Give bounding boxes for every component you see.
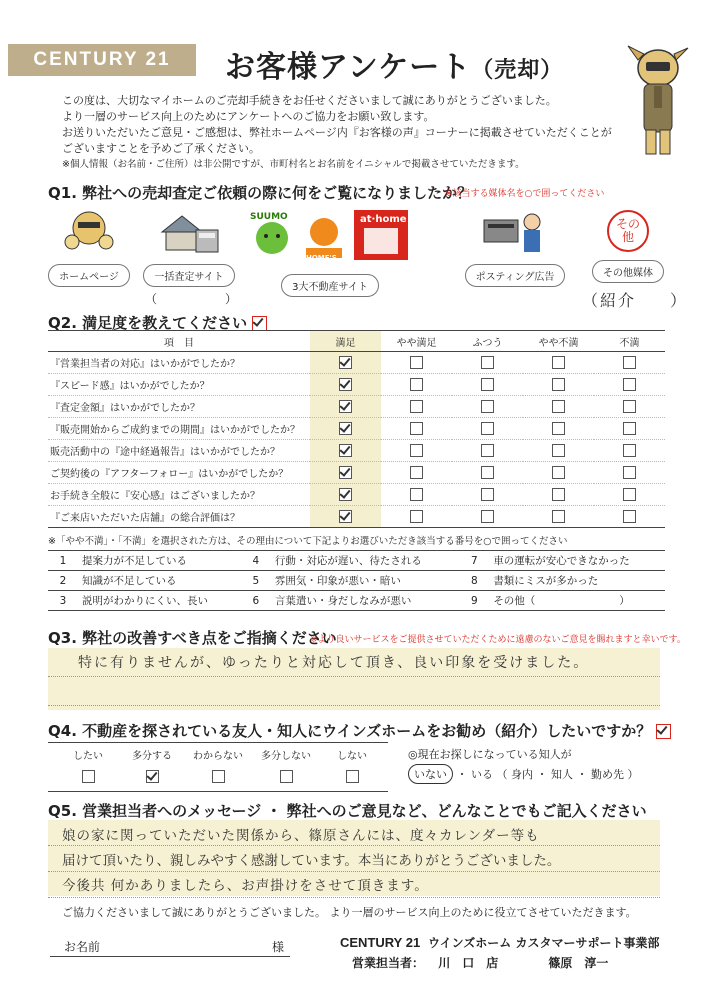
checkbox[interactable] bbox=[339, 488, 352, 501]
row-item: ご契約後の『アフターフォロー』はいかがでしたか？ bbox=[48, 462, 310, 484]
q5-answer-box[interactable] bbox=[48, 820, 660, 896]
row-item: 『営業担当者の対応』はいかがでしたか？ bbox=[48, 352, 310, 374]
table-row bbox=[48, 418, 665, 440]
row-item: お手続き全般に『安心感』はございましたか？ bbox=[48, 484, 310, 506]
checkbox[interactable] bbox=[410, 510, 423, 523]
table-row bbox=[48, 374, 665, 396]
media-real-estate-sites[interactable] bbox=[250, 206, 410, 297]
acquaintance-options: いない ・ いる （ 身内 ・ 知人 ・ 勤め先 ） bbox=[408, 764, 638, 784]
checkbox[interactable] bbox=[623, 444, 636, 457]
table-row bbox=[48, 352, 665, 374]
media-homepage[interactable] bbox=[40, 206, 138, 287]
checkbox[interactable] bbox=[623, 378, 636, 391]
checkbox[interactable] bbox=[339, 356, 352, 369]
intro-text: この度は、大切なマイホームのご売却手続きをお任せくださいまして誠にありがとうございました。 より一層のサービス向上のためにアンケートへのご協力をお願い致します。 お送りいただいたご意見・ご感想は、弊社ホームページ内『お客様の声』コーナーに掲載させていただくことが ございますことを予めご了承ください。 ※個人情報（お名前・ご住所）は非公開ですが、市町村名とお名前をイニシャルで掲載させていただきます。 bbox=[62, 94, 612, 170]
checkbox[interactable] bbox=[552, 422, 565, 435]
row-item: 『査定金額』はいかがでしたか？ bbox=[48, 396, 310, 418]
house-calculator-icon bbox=[154, 206, 224, 256]
reason-row: 2 知識が不足している 5 雰囲気・印象が悪い・暗い 8 書類にミスが多かった bbox=[48, 571, 665, 591]
q4-option[interactable]: わからない bbox=[186, 747, 250, 783]
table-row bbox=[48, 506, 665, 528]
header-somewhat-satisfied: やや満足 bbox=[381, 331, 452, 352]
table-row bbox=[48, 396, 665, 418]
q2-checkmark-icon bbox=[252, 316, 267, 331]
checkbox bbox=[82, 770, 95, 783]
checkbox bbox=[346, 770, 359, 783]
checkbox[interactable] bbox=[481, 488, 494, 501]
row-item: 販売活動中の『途中経過報告』はいかがでしたか？ bbox=[48, 440, 310, 462]
q5-title: Q5. 営業担当者へのメッセージ ・ 弊社へのご意見など、どんなことでもご記入ください bbox=[48, 802, 647, 820]
name-suffix: 様 bbox=[271, 940, 284, 954]
media-label: 3大不動産サイト bbox=[281, 274, 379, 297]
acq-yes[interactable]: いる bbox=[471, 768, 493, 781]
checkbox[interactable] bbox=[410, 422, 423, 435]
q5-answer-line: 今後共 何かありましたら、お声掛けをさせて頂きます。 bbox=[62, 878, 429, 894]
reason-table bbox=[48, 550, 665, 611]
checkbox[interactable] bbox=[481, 422, 494, 435]
checkbox[interactable] bbox=[339, 378, 352, 391]
thanks-text: ご協力くださいまして誠にありがとうございました。 より一層のサービス向上のために役立てさせていただきます。 bbox=[62, 906, 637, 919]
satisfaction-table bbox=[48, 330, 665, 528]
mailbox-icon bbox=[480, 206, 550, 256]
company-line: CENTURY 21 ウインズホーム カスタマーサポート事業部 bbox=[340, 935, 660, 950]
acq-none-circled[interactable]: いない bbox=[408, 764, 453, 784]
media-label: 一括査定サイト bbox=[143, 264, 234, 287]
media-bulk-appraisal[interactable] bbox=[140, 206, 238, 287]
row-item: 『ご来店いただいた店舗』の総合評価は？ bbox=[48, 506, 310, 528]
q5-answer-line: 届けて頂いたり、親しみやすく感謝しています。本当にありがとうございました。 bbox=[62, 853, 561, 869]
header-item: 項 目 bbox=[48, 331, 310, 352]
checkbox[interactable] bbox=[623, 466, 636, 479]
q4-checkmark-icon bbox=[656, 724, 671, 739]
q3-answer-box[interactable] bbox=[48, 648, 660, 710]
checkbox[interactable] bbox=[481, 444, 494, 457]
q4-title: Q4. 不動産を探されている友人・知人にウインズホームをお勧め（紹介）したいですか？ bbox=[48, 720, 671, 741]
logo-suumo: SUUMO bbox=[250, 212, 288, 222]
checkbox[interactable] bbox=[552, 444, 565, 457]
checkbox[interactable] bbox=[410, 400, 423, 413]
reason-row: 1 提案力が不足している 4 行動・対応が遅い、待たされる 7 車の運転が安心できなかった bbox=[48, 551, 665, 571]
checkbox[interactable] bbox=[481, 400, 494, 413]
checkbox[interactable] bbox=[481, 510, 494, 523]
checkbox[interactable] bbox=[623, 488, 636, 501]
brand-logo: CENTURY 21 bbox=[8, 44, 196, 76]
name-label: お名前 bbox=[64, 940, 101, 954]
checkbox[interactable] bbox=[552, 356, 565, 369]
name-field[interactable] bbox=[50, 938, 290, 957]
checkbox[interactable] bbox=[623, 356, 636, 369]
checkbox[interactable] bbox=[552, 488, 565, 501]
table-row bbox=[48, 484, 665, 506]
acquaintance-label: ◎現在お探しになっている知人が bbox=[408, 748, 572, 761]
table-header bbox=[48, 331, 665, 352]
logo-homes: HOME'S bbox=[306, 254, 337, 262]
reason-note: ※「やや不満」・「不満」を選択された方は、その理由について下記よりお選びいただき該当する番号を○で囲ってください bbox=[48, 536, 568, 547]
media-label: ホームページ bbox=[48, 264, 130, 287]
checkbox[interactable] bbox=[410, 466, 423, 479]
checkbox[interactable] bbox=[481, 466, 494, 479]
header-dissatisfied: 不満 bbox=[594, 331, 665, 352]
checkbox[interactable] bbox=[339, 510, 352, 523]
q3-title: Q3. 弊社の改善すべき点をご指摘ください bbox=[48, 629, 337, 647]
table-row bbox=[48, 462, 665, 484]
checkbox[interactable] bbox=[481, 356, 494, 369]
checkbox[interactable] bbox=[410, 378, 423, 391]
q4-option[interactable]: 多分する bbox=[122, 747, 182, 783]
page-title: お客様アンケート（売却） bbox=[225, 50, 564, 85]
header-neutral: ふつう bbox=[452, 331, 523, 352]
checkbox[interactable] bbox=[623, 510, 636, 523]
checkbox[interactable] bbox=[339, 422, 352, 435]
media-label: その他媒体 bbox=[592, 260, 664, 283]
checkbox[interactable] bbox=[410, 356, 423, 369]
q2-title: Q2. 満足度を教えてください bbox=[48, 312, 267, 333]
media-other[interactable] bbox=[578, 206, 678, 283]
staff-line: 営業担当者： 川 口 店 篠原 淳一 bbox=[352, 956, 609, 970]
q1-note: ※該当する媒体名を○で囲ってください bbox=[445, 189, 605, 199]
other-media-answer: （紹介 ） bbox=[582, 291, 689, 310]
checkbox[interactable] bbox=[552, 510, 565, 523]
checkbox[interactable] bbox=[410, 488, 423, 501]
bulk-site-paren-right: ） bbox=[225, 292, 238, 306]
q4-option[interactable]: したい bbox=[58, 747, 118, 783]
q5-answer-line: 娘の家に関っていただいた関係から、篠原さんには、度々カレンダー等も bbox=[62, 828, 540, 844]
q4-options bbox=[48, 742, 388, 792]
reason-row: 3 説明がわかりにくい、長い 6 言葉遣い・身だしなみが悪い 9 その他（ ） bbox=[48, 591, 665, 611]
acq-detail: （ 身内 ・ 知人 ・ 勤め先 ） bbox=[496, 768, 639, 781]
checkbox[interactable] bbox=[623, 400, 636, 413]
row-item: 『販売開始からご成約までの期間』はいかがでしたか？ bbox=[48, 418, 310, 440]
bulk-site-paren-left: （ bbox=[145, 292, 158, 306]
checkbox[interactable] bbox=[552, 400, 565, 413]
q3-note: ※より良いサービスをご提供させていただくために遠慮のないご意見を賜れますと幸いです。 bbox=[310, 635, 686, 645]
media-posting[interactable] bbox=[460, 206, 570, 287]
checkbox bbox=[146, 770, 159, 783]
checkbox[interactable] bbox=[552, 378, 565, 391]
media-label: ポスティング広告 bbox=[465, 264, 566, 287]
q1-title: Q1. 弊社への売却査定ご依頼の際に何をご覧になりましたか？ bbox=[48, 184, 473, 202]
header-satisfied: 満足 bbox=[310, 331, 381, 352]
checkbox[interactable] bbox=[410, 444, 423, 457]
checkbox[interactable] bbox=[623, 422, 636, 435]
table-row bbox=[48, 440, 665, 462]
q4-option[interactable]: しない bbox=[322, 747, 382, 783]
logo-athome: at·home bbox=[360, 214, 407, 225]
row-item: 『スピード感』はいかがでしたか？ bbox=[48, 374, 310, 396]
checkbox bbox=[212, 770, 225, 783]
checkbox[interactable] bbox=[481, 378, 494, 391]
header-somewhat-dissatisfied: やや不満 bbox=[523, 331, 594, 352]
checkbox[interactable] bbox=[339, 444, 352, 457]
checkbox[interactable] bbox=[552, 466, 565, 479]
mascot-dog-icon bbox=[620, 38, 695, 158]
q3-answer: 特に有りませんが、ゆったりと対応して頂き、良い印象を受けました。 bbox=[78, 655, 590, 671]
other-stamp-text: その他 bbox=[615, 217, 640, 244]
q4-option[interactable]: 多分しない bbox=[254, 747, 318, 783]
homepage-mascot-icon bbox=[54, 206, 124, 256]
checkbox[interactable] bbox=[339, 400, 352, 413]
checkbox bbox=[280, 770, 293, 783]
checkbox[interactable] bbox=[339, 466, 352, 479]
